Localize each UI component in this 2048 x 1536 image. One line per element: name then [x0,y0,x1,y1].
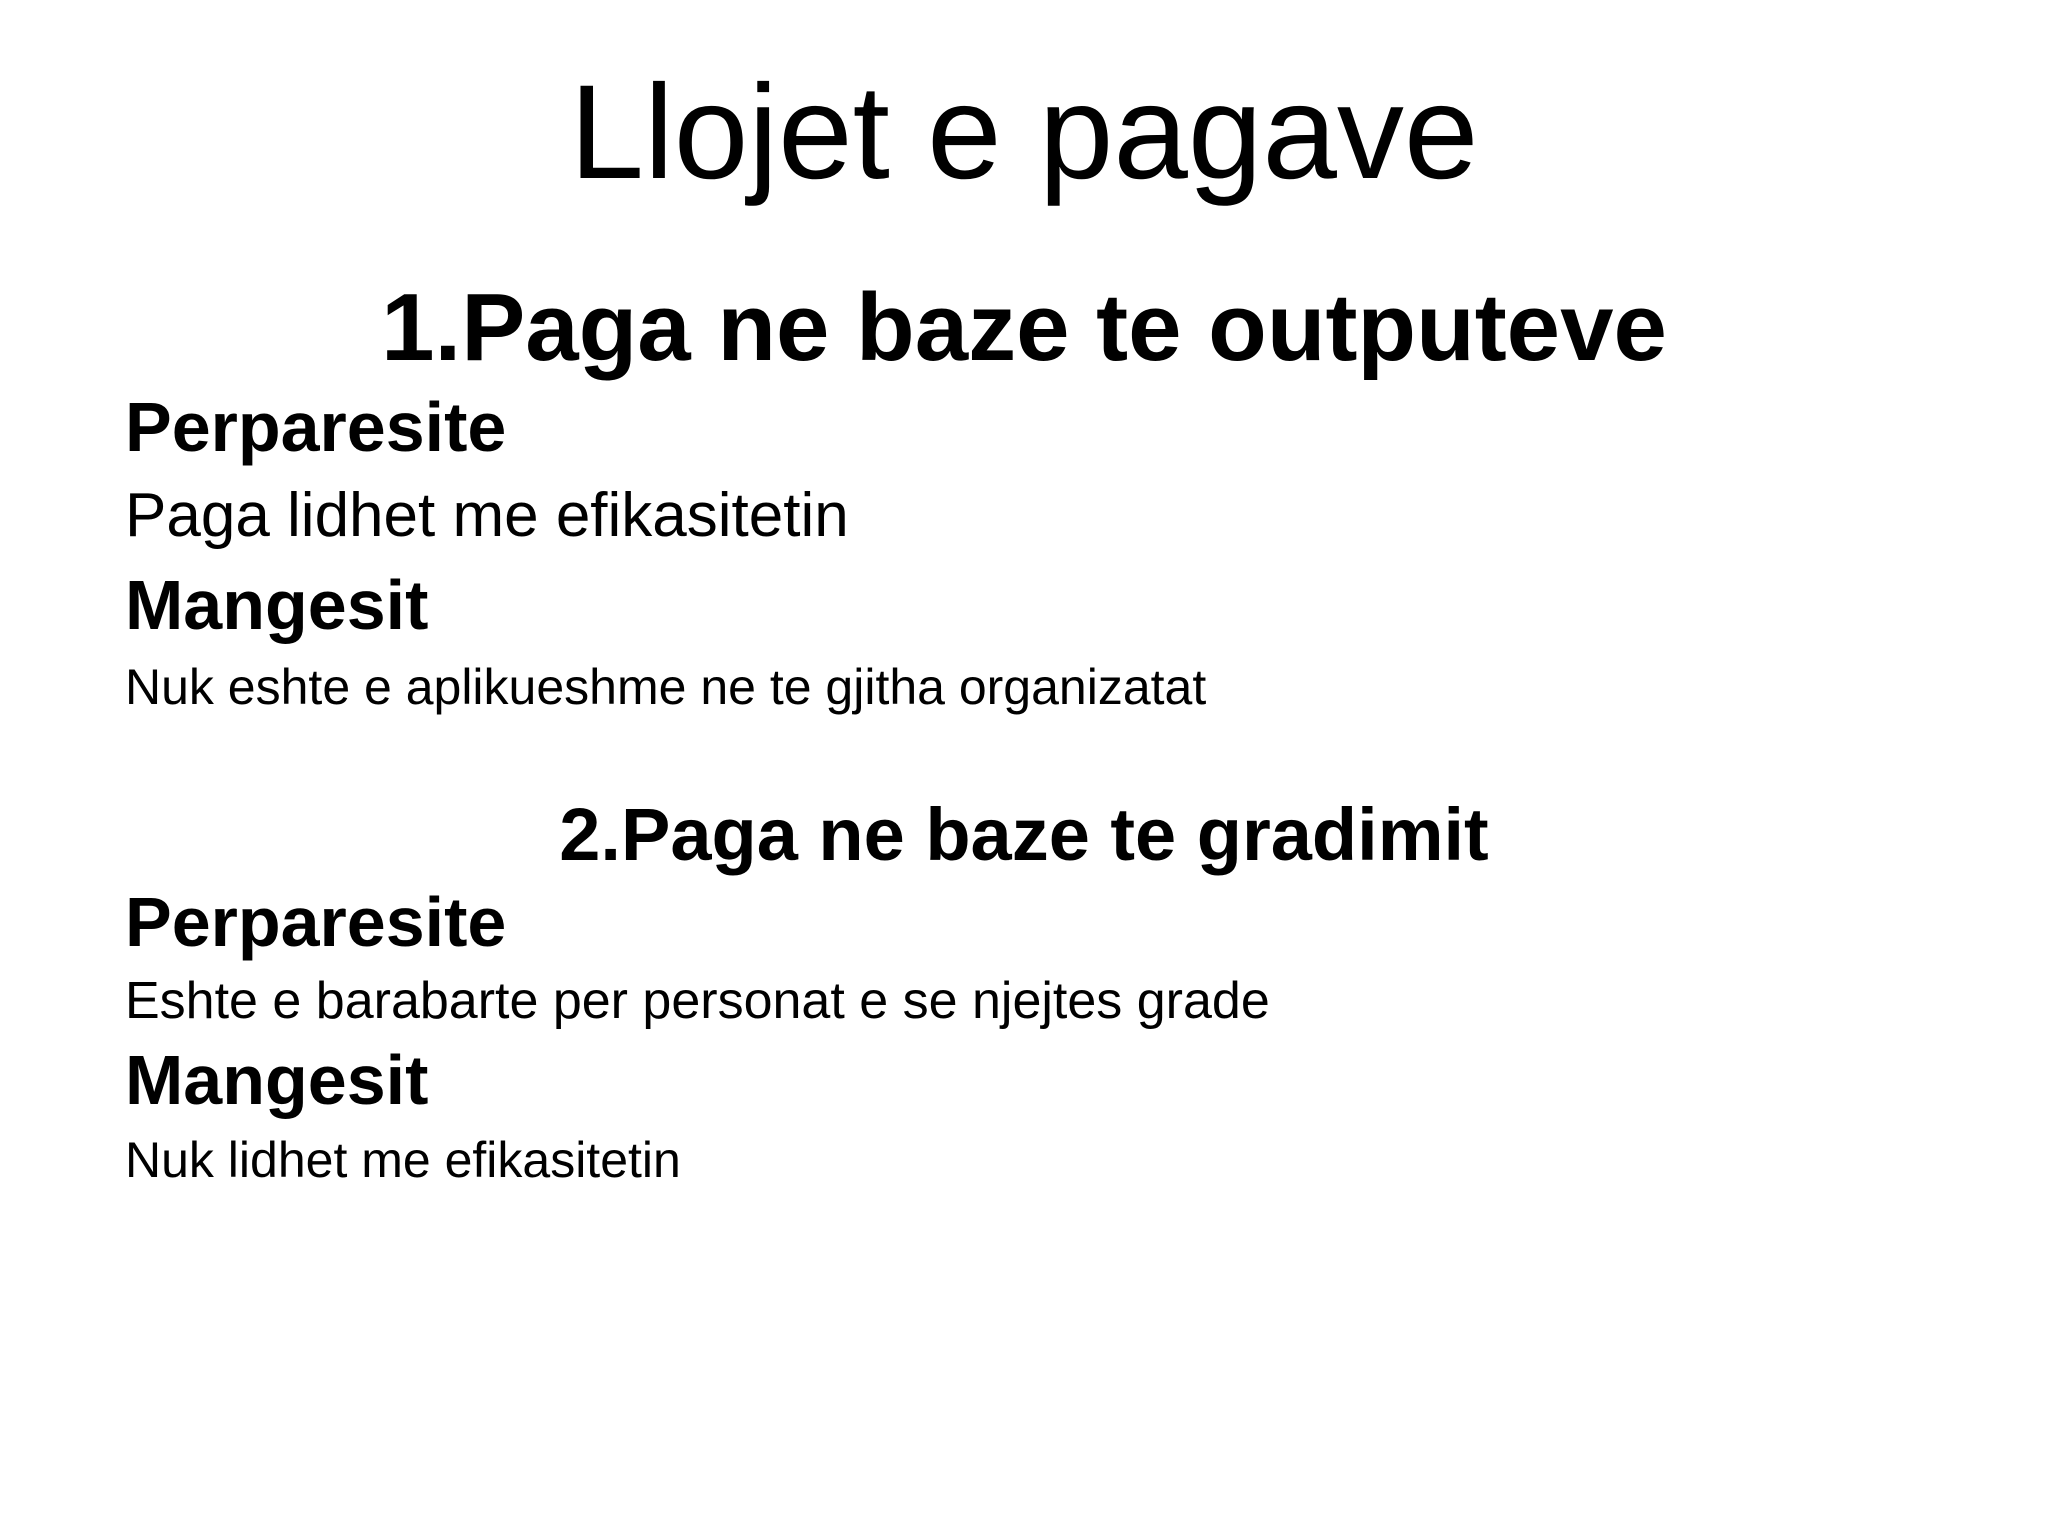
pros-label: Perparesite [125,388,507,466]
cons-text: Nuk eshte e aplikueshme ne te gjitha organizatat [125,659,1207,715]
section-heading: 2.Paga ne baze te gradimit [559,793,1489,876]
slide-title: Llojet e pagave [569,58,1479,207]
pros-label: Perparesite [125,883,507,961]
pros-text: Paga lidhet me efikasitetin [125,481,849,550]
section-heading: 1.Paga ne baze te outputeve [381,274,1667,381]
cons-text: Nuk lidhet me efikasitetin [125,1132,681,1188]
pros-text: Eshte e barabarte per personat e se njejtes grade [125,972,1270,1030]
cons-label: Mangesit [125,566,429,644]
cons-label: Mangesit [125,1041,429,1119]
